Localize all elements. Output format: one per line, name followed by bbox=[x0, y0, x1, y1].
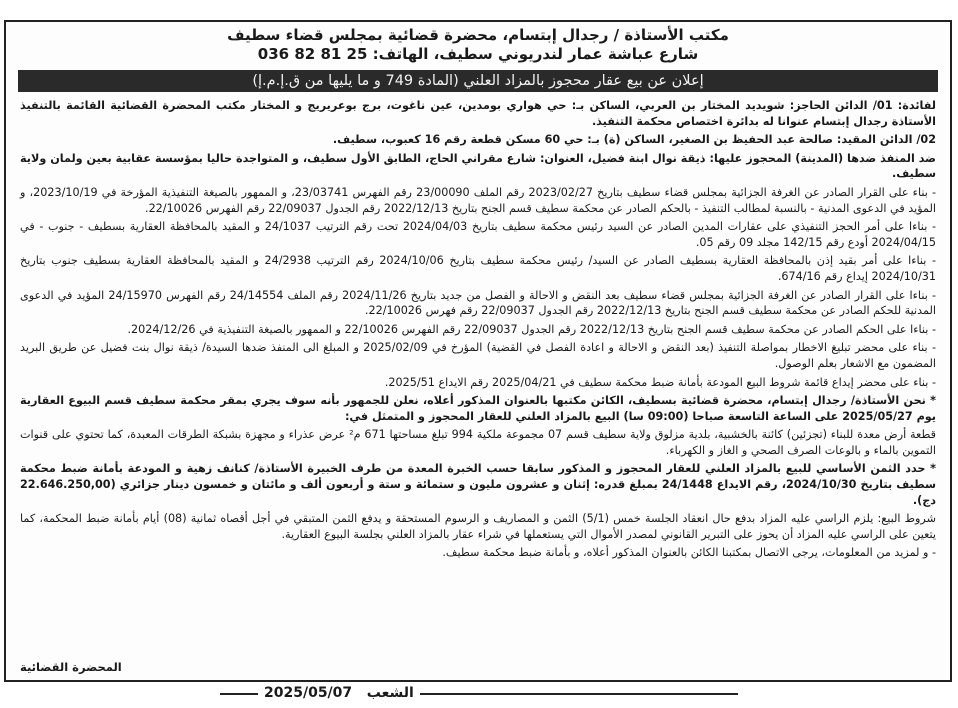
office-address: شارع عباشة عمار لندريوني سطيف، الهاتف: 25 81 82 036 bbox=[257, 45, 699, 63]
paragraph-basis: - بناء على محضر تبليغ الاخطار بمواصلة التنفيذ (بعد النقض و الاحالة و اعادة الفصل في القضية) المؤرخ في 2025/02/09 و المبلغ الى المنفذ ضدها السيدة/ ذيقة نوال بنت فضيل عن طريق البريد المضمون مع الاشعار بعلم الوصول. bbox=[20, 341, 936, 370]
paragraph-creditor: لفائدة: 01/ الدائن الحاجز: شويديد المختار بن العربي، الساكن بـ: حي هواري بومدين، عين ناغوت، برج بوعريريج و المختار مكتب المحضرة القضائية القائمة بالتنفيذ الأستاذة رجدال إبتسام عنوانا له بدائرة اختصاص محكمة التنفيذ. bbox=[20, 99, 936, 128]
publication-line bbox=[0, 683, 958, 708]
paragraph-base-price: * حدد الثمن الأساسي للبيع بالمزاد العلني للعقار المحجوز و المذكور سابقا حسب الخبرة المعدة من طرف الخبيرة الأستاذة/ كنانف زهية و المودعة بأمانة ضبط محكمة سطيف بتاريخ 2024/10/30، رقم الايداع 24/1448 بمبلغ قدره: إثنان و عشرون مليون و ستمائة و ستة و أربعون ألف و مائتان و خمسون دينار جزائري (22.646.250,00 دج). bbox=[20, 462, 936, 507]
paragraph-basis: - بناءا على القرار الصادر عن الغرفة الجزائية بمجلس قضاء سطيف بعد النقض و الاحالة و الفصل من جديد بتاريخ 2024/11/26 رقم الملف 24/14554 رقم الفهرس 24/15970 المؤيد في الدعوى المدنية للحكم الصادر عن محكمة سطيف قسم الجنح بتاريخ 2022/12/13 رقم الجدول 22/09037 رقم فهرس 22/10026. bbox=[20, 288, 936, 318]
paragraph-registered-creditor: 02/ الدائن المقيد: صالحة عبد الحفيظ بن الصغير، الساكن (ة) بـ: حي 60 مسكن قطعة رقم 16 كعبوب، سطيف. bbox=[332, 133, 936, 147]
newspaper-name: الشعب bbox=[366, 685, 414, 701]
notice-header bbox=[6, 22, 950, 66]
paragraph-basis: - بناء على محضر إيداع قائمة شروط البيع المودعة بأمانة ضبط محكمة سطيف في 2025/04/21 رقم الايداع 2025/51. bbox=[384, 375, 936, 389]
office-name: مكتب الأستاذة / رجدال إبتسام، محضرة قضائية بمجلس قضاء سطيف bbox=[227, 26, 729, 44]
legal-notice bbox=[4, 20, 952, 682]
paragraph-basis: - بناء على القرار الصادر عن الغرفة الجزائية بمجلس قضاء سطيف بتاريخ 2023/02/27 رقم الملف 23/00090 رقم الفهرس 23/03741، و الممهور بالصيغة التنفيذية المؤرخة في 2023/10/19، و المؤيد في الدعوى المدنية - بالنسبة لمطالب التنفيذ - بالحكم الصادر عن محكمة سطيف قسم الجنح بتاريخ 2022/12/13 رقم الجدول 22/09037 رقم الفهرس 22/10026. bbox=[20, 185, 937, 215]
paragraph-sale-conditions: شروط البيع: يلزم الراسي عليه المزاد بدفع حال انعقاد الجلسة خمس (5/1) الثمن و المصاريف و الرسوم المستحقة و يدفع الثمن المتبقي في أجل أقصاه ثمانية (08) أيام بأمانة ضبط المحكمة، كما يتعين على الراسي عليه المزاد أن يحوز على التبرير القانوني لمصدر الأموال التي يستعملها في شراء عقار بالمزاد العلني بجلسة البيوع العقارية. bbox=[20, 512, 936, 541]
paragraph-contact: - و لمزيد من المعلومات، يرجى الاتصال بمكتبنا الكائن بالعنوان المذكور أعلاه، و بأمانة ضبط محكمة سطيف. bbox=[442, 546, 936, 560]
paragraph-basis: - بناءا على أمر بقيد إذن بالمحافظة العقارية بسطيف الصادر عن السيد/ رئيس محكمة سطيف بتاريخ 2024/10/06 رقم الترتيب 24/2938 و المقيد بالمحافظة العقارية بسطيف جنوب بتاريخ 2024/10/31 إيداع رقم 674/16. bbox=[20, 254, 936, 283]
notice-footer bbox=[20, 660, 936, 674]
paragraph-basis: - بناءا على أمر الحجز التنفيذي على عقارات المدين الصادر عن السيد رئيس محكمة سطيف بتاريخ 2024/04/03 تحت رقم الترتيب 24/1037 و المقيد بالمحافظة العقارية بسطيف - جنوب - في 2024/04/15 أودع رقم 142/15 مجلد 09 رقم 05. bbox=[20, 220, 936, 249]
publication-info bbox=[258, 685, 420, 701]
publication-date: 2025/05/07 bbox=[264, 685, 353, 701]
paragraph-property: قطعة أرض معدة للبناء (تجزئين) كائنة بالخشبية، بلدية مزلوق ولاية سطيف قسم 07 مجموعة ملكية 994 تبلغ مساحتها 671 م² عرض عذراء و مجهزة بشبكة الطرقات المعبدة، كما تحتوي على قنوات التموين بالماء و بالوعات الصرف الصحي و الغاز و الكهرباء. bbox=[20, 428, 936, 457]
notice-body bbox=[6, 92, 950, 561]
paragraph-sale-announcement: * نحن الأستاذة/ رجدال إبتسام، محضرة قضائية بسطيف، الكائن مكتبها بالعنوان المذكور أعلاه، نعلن للجمهور بأنه سوف يجري بمقر محكمة سطيف قسم البيوع العقارية يوم 2025/05/27 على الساعة التاسعة صباحا (09:00 سا) البيع بالمزاد العلني للعقار المحجوز و المتمثل في: bbox=[20, 394, 936, 423]
signature-label: المحضرة القضائية bbox=[20, 660, 122, 674]
paragraph-basis: - بناءا على الحكم الصادر عن محكمة سطيف قسم الجنح بتاريخ 2022/12/13 رقم الجدول 22/09037 رقم الفهرس 22/10026 و الممهور بالصيغة التنفيذية في 2024/12/26. bbox=[127, 322, 936, 336]
paragraph-debtor: ضد المنفذ ضدها (المدينة) المحجوز عليها: ذيقة نوال ابنة فضيل، العنوان: شارع مقراني الحاج، الطابق الأول سطيف، و المتواجدة حاليا بمؤسسة عقابية بعين ولمان ولاية سطيف. bbox=[20, 151, 936, 181]
notice-title-banner: إعلان عن بيع عقار محجوز بالمزاد العلني (المادة 749 و ما يليها من ق.إ.م.إ) bbox=[18, 70, 938, 92]
